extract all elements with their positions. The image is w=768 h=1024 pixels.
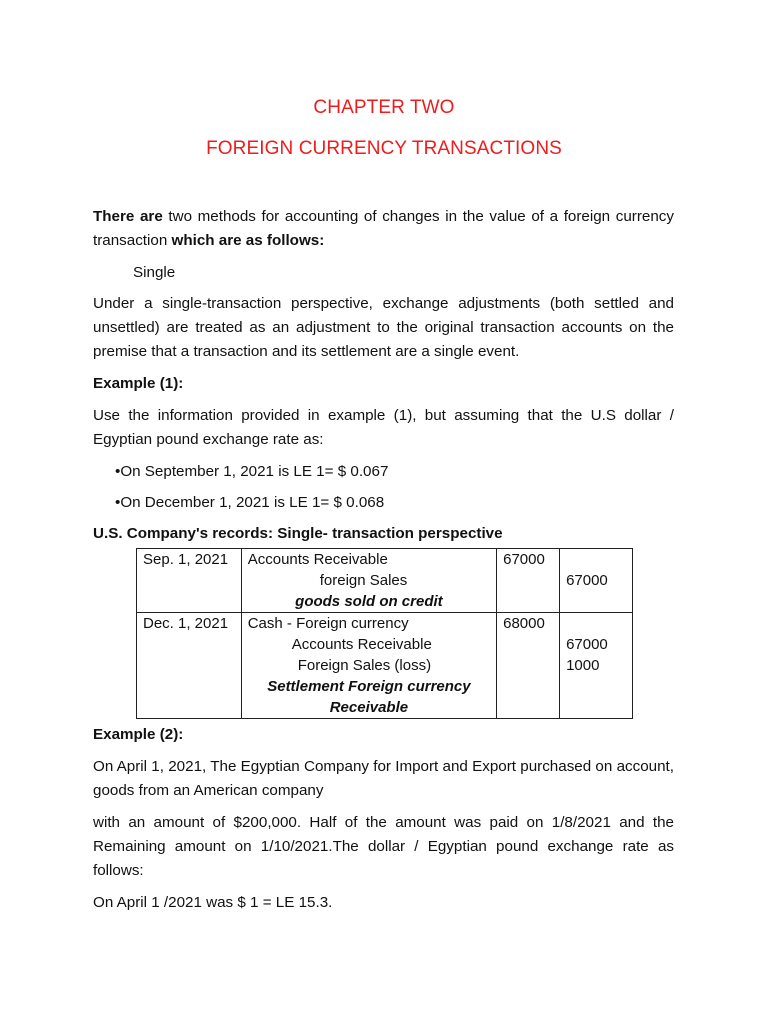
debit-amount: 68000 <box>497 613 560 719</box>
credit-account: Foreign Sales (loss) <box>297 657 432 674</box>
intro-bold-start: There are <box>93 208 163 225</box>
entry-narration: Settlement Foreign currency <box>267 678 471 695</box>
intro-bold-end: which are as follows: <box>171 232 325 249</box>
example1-bullet-1: •On September 1, 2021 is LE 1= $ 0.067 <box>115 463 389 480</box>
example2-para-2: with an amount of $200,000. Half of the amount was paid on 1/8/2021 and the Remaining amount on 1/10/2021.The dollar / Egyptian pound exchange rate as follows: <box>93 814 674 879</box>
entry-narration: goods sold on credit <box>295 593 443 610</box>
debit-amount: 67000 <box>497 549 560 613</box>
example1-bullet-2: •On December 1, 2021 is LE 1= $ 0.068 <box>115 494 385 511</box>
example2-para-1: On April 1, 2021, The Egyptian Company for Import and Export purchased on account, goods from an American company <box>93 758 674 799</box>
debit-account: Accounts Receivable <box>247 551 388 568</box>
intro-paragraph <box>93 205 674 253</box>
journal-table <box>136 548 633 719</box>
credit-account: Accounts Receivable <box>291 636 432 653</box>
records-heading: U.S. Company's records: Single- transaction perspective <box>93 525 503 542</box>
example1-heading: Example (1): <box>93 375 184 392</box>
credit-amount-cell <box>560 549 633 613</box>
example1-text: Use the information provided in example (1), but assuming that the U.S dollar / Egyptian pound exchange rate as: <box>93 407 674 448</box>
single-description: Under a single-transaction perspective, exchange adjustments (both settled and unsettled) are treated as an adjustment to the original transaction accounts on the premise that a transaction and its settlement are a single event. <box>93 295 674 360</box>
document-body <box>93 205 674 923</box>
credit-account: foreign Sales <box>319 572 408 589</box>
credit-amount-cell <box>560 613 633 719</box>
credit-amount: 67000 <box>566 636 608 653</box>
table-row <box>137 549 633 613</box>
entry-date: Dec. 1, 2021 <box>137 613 242 719</box>
entry-accounts <box>241 613 496 719</box>
entry-date: Sep. 1, 2021 <box>137 549 242 613</box>
intro-middle: two methods for accounting of changes in the value of a foreign currency transaction <box>93 208 674 249</box>
example2-heading: Example (2): <box>93 726 184 743</box>
credit-amount: 67000 <box>566 572 608 589</box>
method-single-label: Single <box>133 264 176 281</box>
example2-para-3: On April 1 /2021 was $ 1 = LE 15.3. <box>93 894 333 911</box>
chapter-title: CHAPTER TWO <box>313 97 455 118</box>
chapter-subtitle: FOREIGN CURRENCY TRANSACTIONS <box>206 138 562 159</box>
spacer <box>566 549 626 570</box>
debit-account: Cash - Foreign currency <box>247 615 409 632</box>
credit-amount: 1000 <box>566 657 600 674</box>
entry-accounts <box>241 549 496 613</box>
spacer <box>566 613 626 634</box>
table-row <box>137 613 633 719</box>
entry-narration: Receivable <box>329 699 409 716</box>
